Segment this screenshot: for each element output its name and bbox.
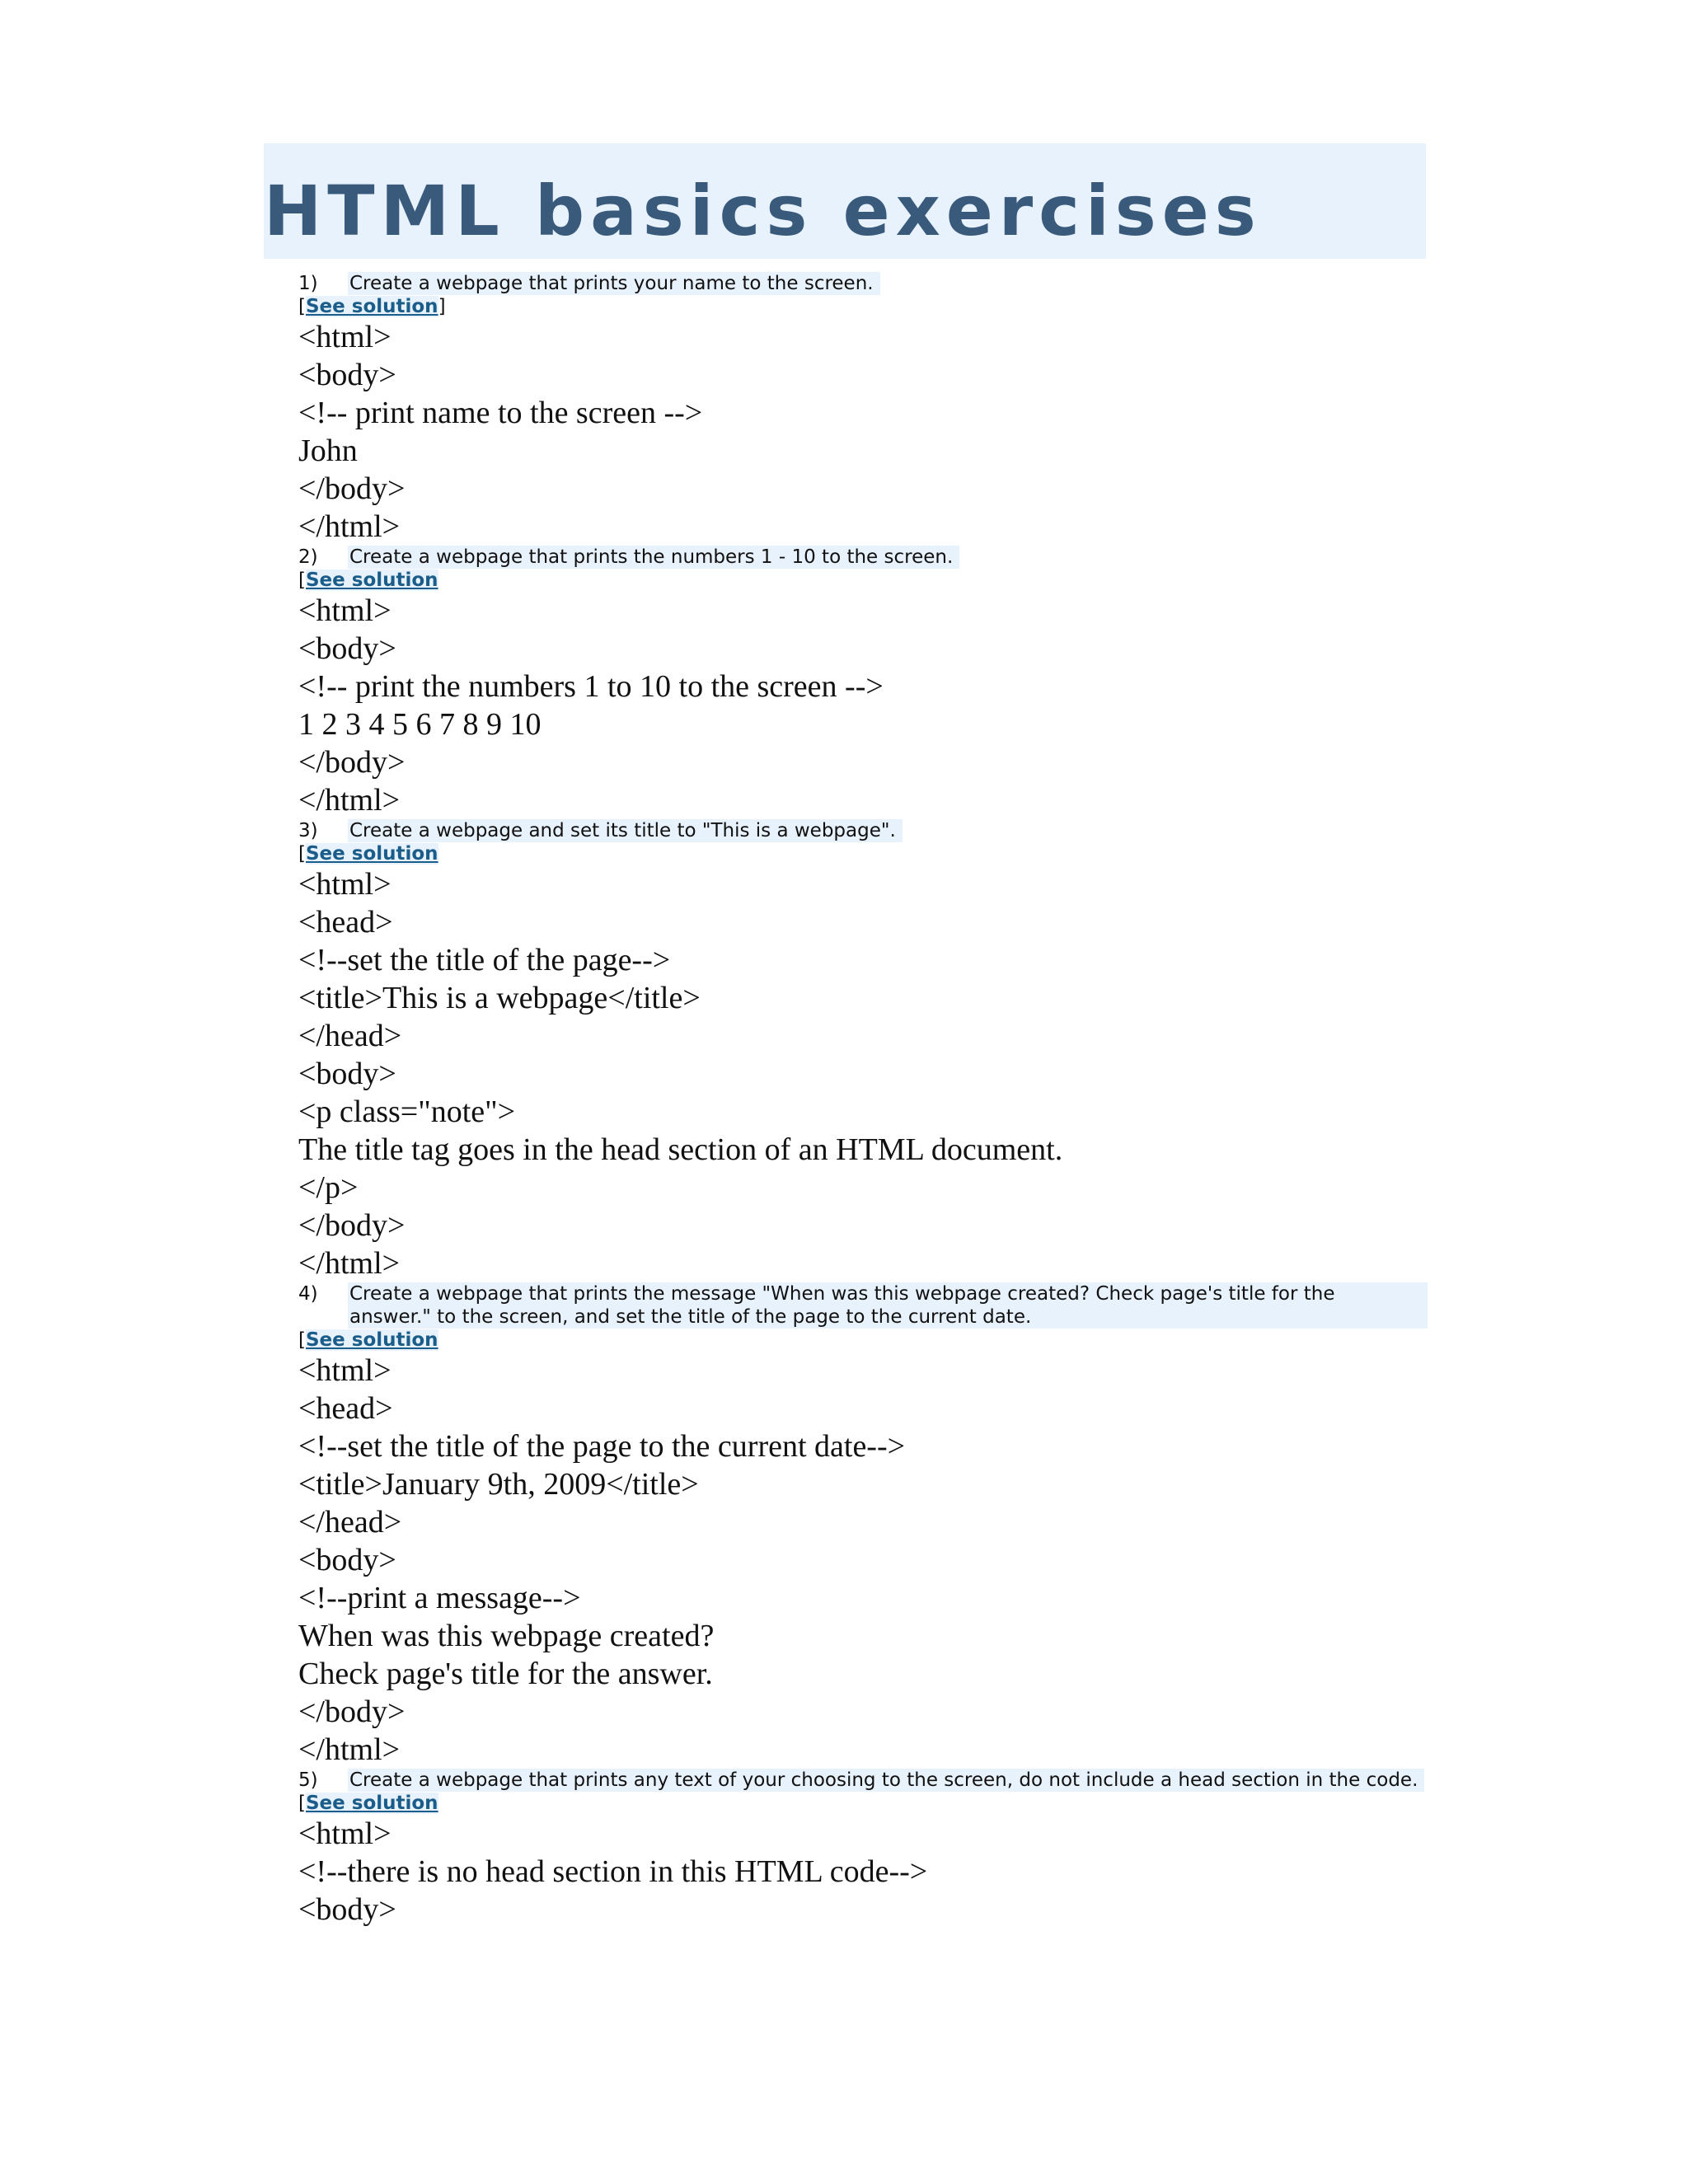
exercise-list [298, 272, 1428, 1929]
code-line: </body> [298, 745, 406, 780]
solution-line [298, 569, 1428, 592]
solution-bracket-open: [ [298, 296, 306, 317]
code-line: </html> [298, 1732, 401, 1767]
code-line: <!--set the title of the page--> [298, 943, 671, 977]
code-line: <body> [298, 1892, 396, 1927]
exercise-question-text: Create a webpage that prints the numbers 1 - 10 to the screen. [348, 546, 959, 569]
code-line: <html> [298, 320, 392, 354]
code-line: <body> [298, 631, 396, 666]
code-line: <title>This is a webpage</title> [298, 981, 701, 1015]
solution-bracket-open: [ [298, 1793, 306, 1814]
code-line: <!--set the title of the page to the current date--> [298, 1429, 906, 1464]
code-line: </p> [298, 1170, 359, 1205]
code-line: 1 2 3 4 5 6 7 8 9 10 [298, 707, 542, 742]
code-line: When was this webpage created? [298, 1619, 715, 1653]
exercise-question [298, 272, 1428, 295]
code-line: <html> [298, 593, 392, 628]
exercise-question [298, 1282, 1428, 1329]
code-line: </head> [298, 1019, 402, 1053]
exercise-5 [298, 1769, 1428, 1929]
exercise-number: 3) [298, 820, 318, 841]
exercise-number: 4) [298, 1283, 318, 1305]
see-solution-link[interactable]: See solution [305, 296, 438, 317]
code-line: </body> [298, 1694, 406, 1729]
code-line: </html> [298, 783, 401, 818]
solution-line [298, 1792, 1428, 1815]
code-line: <!--there is no head section in this HTML code--> [298, 1854, 928, 1889]
code-line: The title tag goes in the head section of an HTML document. [298, 1132, 1063, 1167]
code-line: <html> [298, 1353, 392, 1388]
exercise-question-text: Create a webpage and set its title to "This is a webpage". [348, 819, 903, 842]
code-line: </body> [298, 1208, 406, 1243]
code-line: <html> [298, 867, 392, 902]
exercise-3 [298, 819, 1428, 1282]
exercise-number: 2) [298, 546, 318, 568]
code-line: John [298, 434, 358, 468]
exercise-1 [298, 272, 1428, 546]
code-line: <p class="note"> [298, 1094, 516, 1129]
exercise-question [298, 1769, 1428, 1792]
code-line: <!-- print name to the screen --> [298, 396, 703, 430]
solution-line [298, 1329, 1428, 1352]
solution-line [298, 295, 1428, 318]
exercise-question [298, 546, 1428, 569]
code-line: <head> [298, 905, 393, 940]
exercise-4 [298, 1282, 1428, 1769]
code-line: </body> [298, 471, 406, 506]
code-line: <head> [298, 1391, 393, 1426]
code-line: <!--print a message--> [298, 1581, 581, 1615]
solution-bracket-close: ] [438, 296, 446, 317]
exercise-question [298, 819, 1428, 842]
code-line: </html> [298, 1246, 401, 1281]
see-solution-link[interactable]: See solution [305, 843, 438, 865]
solution-bracket-open: [ [298, 569, 306, 591]
exercise-number: 1) [298, 273, 318, 294]
code-line: <html> [298, 1816, 392, 1851]
exercise-number: 5) [298, 1769, 318, 1791]
code-line: <body> [298, 1057, 396, 1091]
solution-line [298, 842, 1428, 865]
see-solution-link[interactable]: See solution [305, 1793, 438, 1814]
solution-bracket-open: [ [298, 843, 306, 865]
code-line: <title>January 9th, 2009</title> [298, 1467, 699, 1502]
code-line: <body> [298, 358, 396, 392]
exercise-question-text: Create a webpage that prints your name to the screen. [348, 272, 880, 295]
page-title: HTML basics exercises [264, 171, 1262, 251]
see-solution-link[interactable]: See solution [305, 1329, 438, 1351]
code-line: <body> [298, 1543, 396, 1577]
code-line: <!-- print the numbers 1 to 10 to the screen --> [298, 669, 884, 704]
exercise-2 [298, 546, 1428, 819]
code-line: </html> [298, 509, 401, 544]
exercise-question-text: Create a webpage that prints any text of your choosing to the screen, do not include a head section in the code. [348, 1769, 1424, 1792]
see-solution-link[interactable]: See solution [305, 569, 438, 591]
solution-bracket-open: [ [298, 1329, 306, 1351]
code-line: </head> [298, 1505, 402, 1540]
code-line: Check page's title for the answer. [298, 1657, 713, 1691]
exercise-question-text: Create a webpage that prints the message "When was this webpage created? Check page's title for the answer." to the screen, and set the title of the page to the current date. [348, 1282, 1428, 1329]
